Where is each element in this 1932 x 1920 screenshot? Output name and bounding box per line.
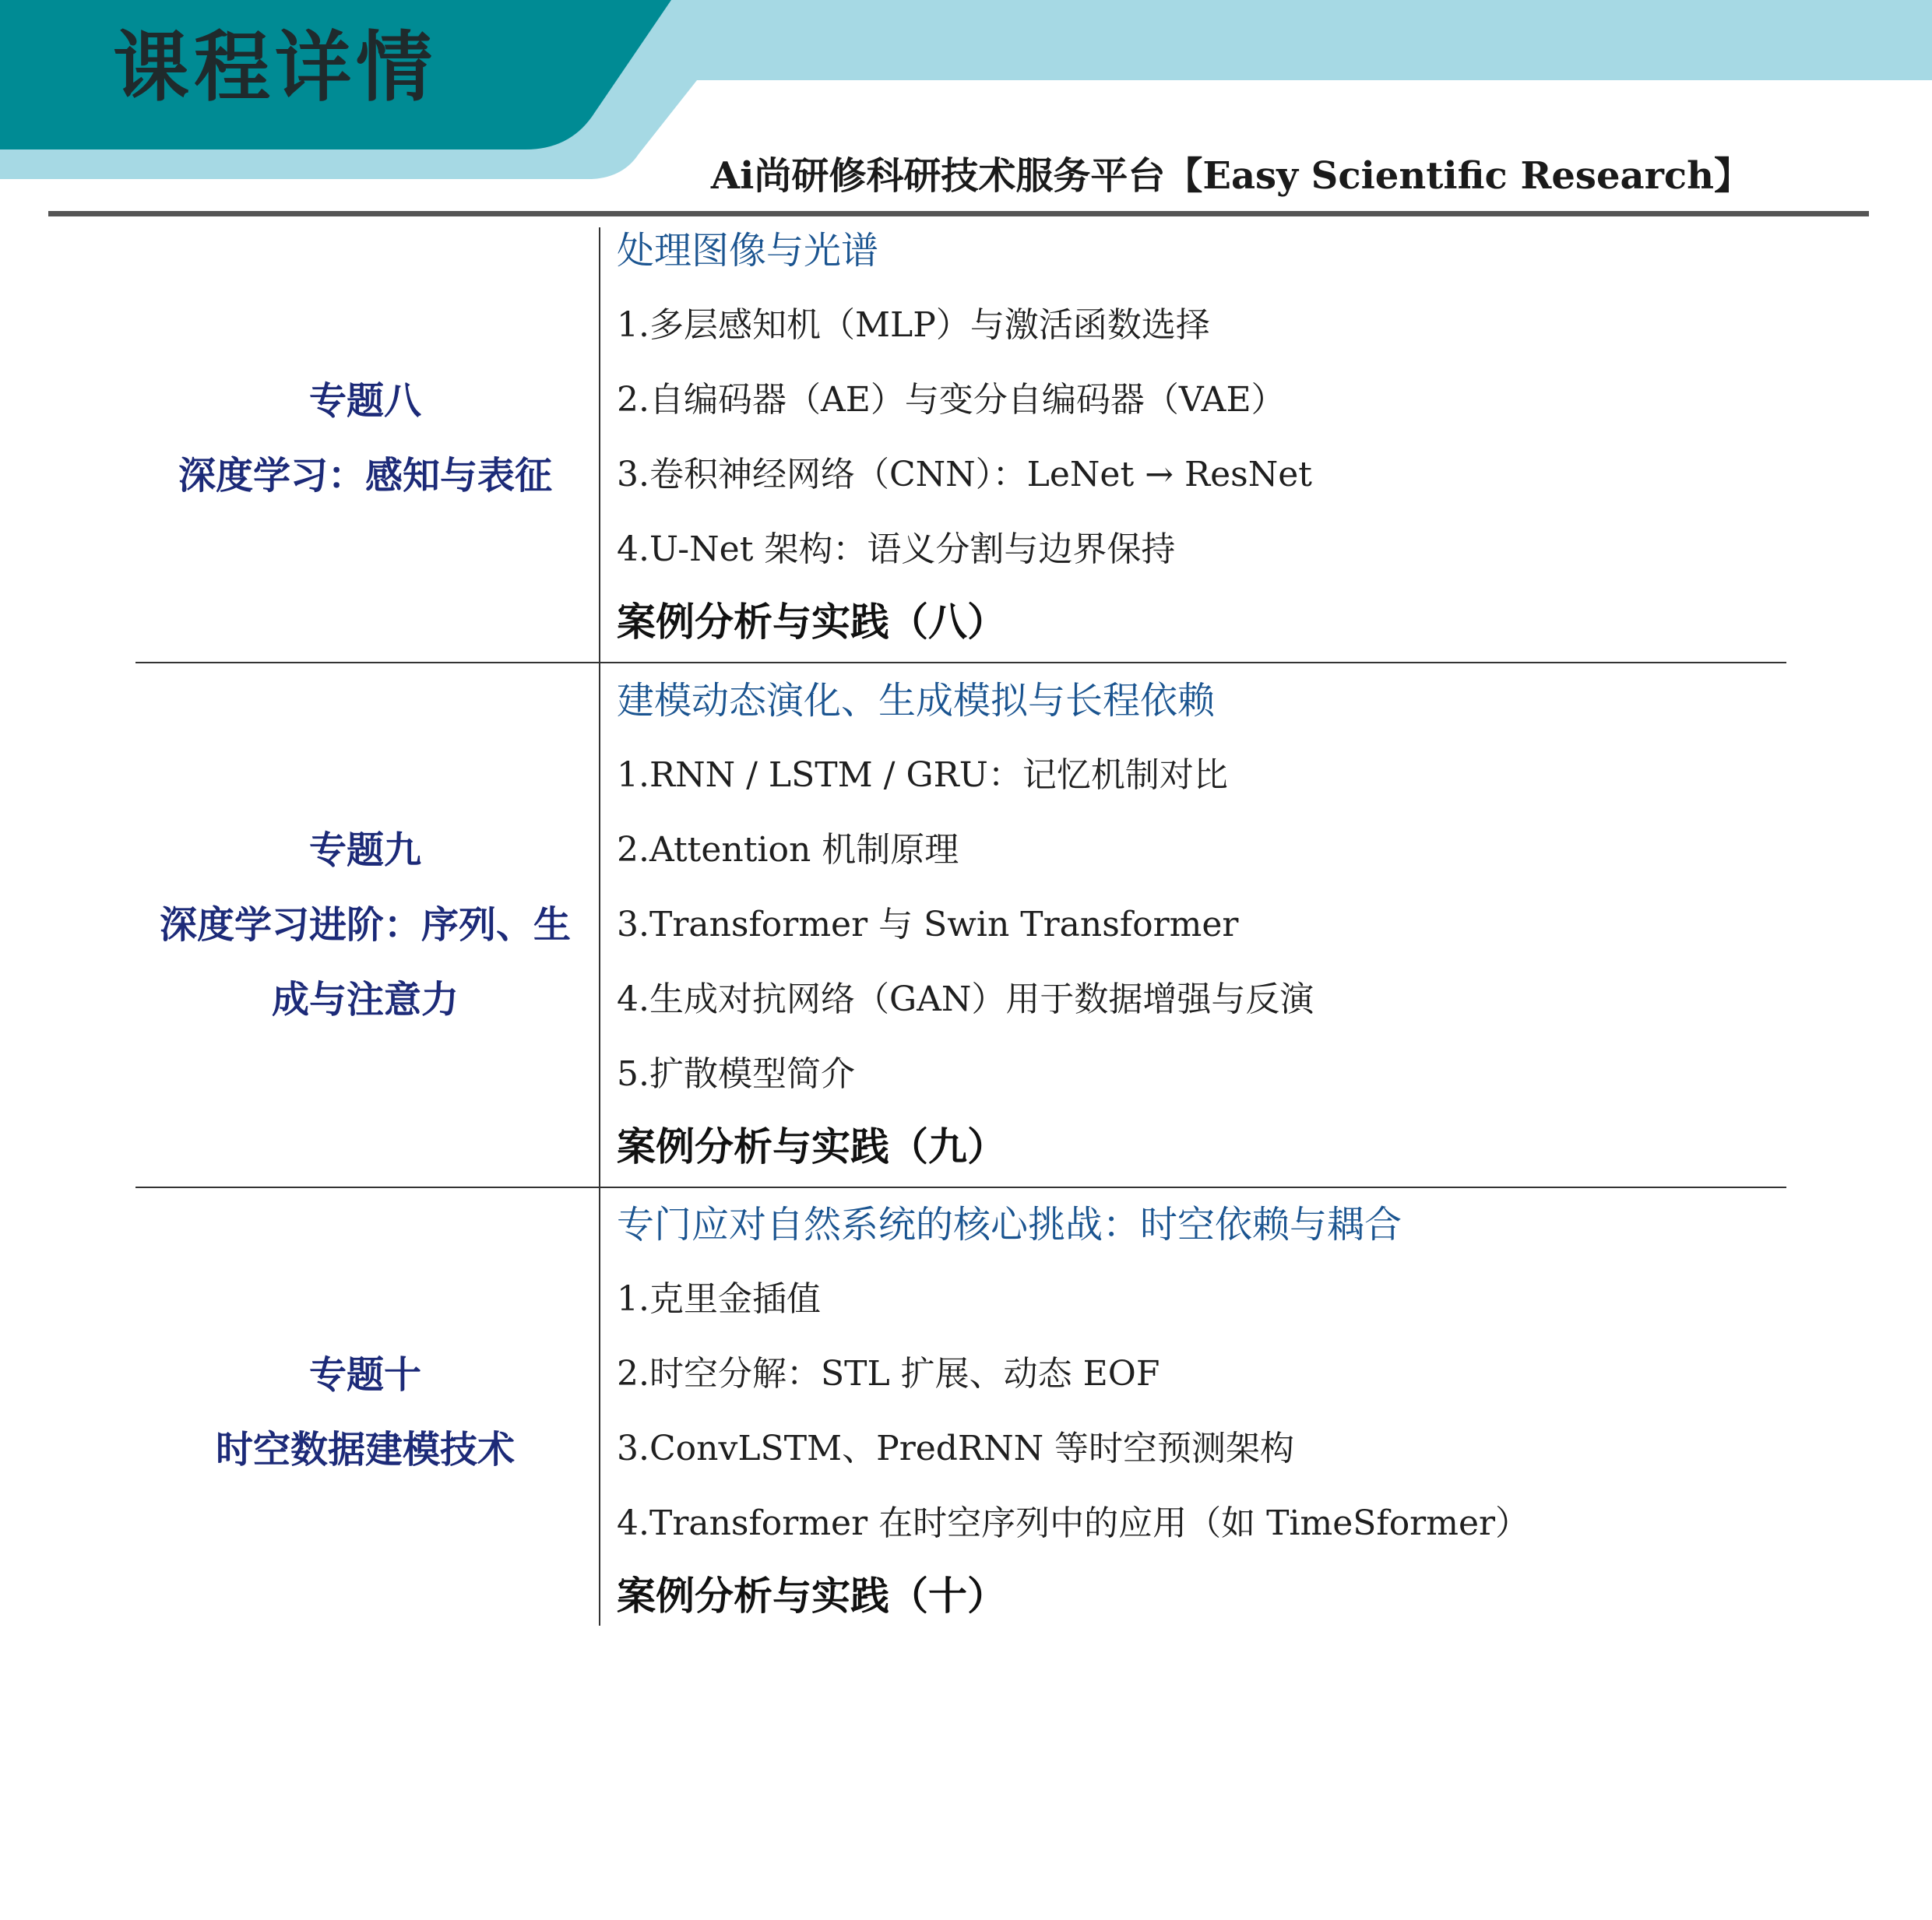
- topic-title: 深度学习：感知与表征: [178, 454, 552, 498]
- section-heading: 处理图像与光谱: [617, 229, 879, 273]
- list-item: 3.卷积神经网络（CNN）：LeNet → ResNet: [617, 455, 1312, 494]
- list-item: 1.RNN / LSTM / GRU：记忆机制对比: [617, 755, 1228, 795]
- topic-label: 专题十: [308, 1353, 421, 1397]
- case-study-label: 案例分析与实践（九）: [617, 1124, 1006, 1169]
- topic-title: 成与注意力: [271, 978, 459, 1022]
- platform-subtitle: Ai尚研修科研技术服务平台【Easy Scientific Research】: [710, 154, 1751, 198]
- list-item: 2.时空分解：STL 扩展、动态 EOF: [617, 1354, 1160, 1394]
- topic-label: 专题八: [308, 379, 421, 423]
- topic-content: [617, 213, 1863, 657]
- section-heading: 专门应对自然系统的核心挑战：时空依赖与耦合: [617, 1203, 1402, 1247]
- list-item: 2.自编码器（AE）与变分自编码器（VAE）: [617, 380, 1286, 420]
- topic-content: [617, 1187, 1863, 1631]
- page-title: 课程详情: [113, 23, 438, 112]
- topic-cell: [135, 364, 595, 513]
- table-column-divider: [599, 227, 600, 1626]
- topic-content: [617, 663, 1863, 1182]
- list-item: 1.多层感知机（MLP）与激活函数选择: [617, 305, 1210, 345]
- case-study-label: 案例分析与实践（十）: [617, 1573, 1006, 1619]
- case-study-label: 案例分析与实践（八）: [617, 599, 1006, 645]
- topic-label: 专题九: [308, 828, 421, 872]
- list-item: 4.Transformer 在时空序列中的应用（如 TimeSformer）: [617, 1503, 1530, 1543]
- topic-cell: [135, 813, 595, 1037]
- list-item: 1.克里金插值: [617, 1279, 821, 1319]
- list-item: 3.Transformer 与 Swin Transformer: [617, 905, 1239, 944]
- list-item: 4.U-Net 架构：语义分割与边界保持: [617, 529, 1176, 569]
- topic-cell: [135, 1338, 595, 1487]
- list-item: 4.生成对抗网络（GAN）用于数据增强与反演: [617, 979, 1314, 1019]
- list-item: 3.ConvLSTM、PredRNN 等时空预测架构: [617, 1429, 1295, 1468]
- section-heading: 建模动态演化、生成模拟与长程依赖: [617, 679, 1216, 723]
- list-item: 5.扩散模型简介: [617, 1054, 855, 1094]
- topic-title: 时空数据建模技术: [215, 1428, 515, 1472]
- list-item: 2.Attention 机制原理: [617, 830, 959, 870]
- topic-title: 深度学习进阶：序列、生: [159, 903, 571, 947]
